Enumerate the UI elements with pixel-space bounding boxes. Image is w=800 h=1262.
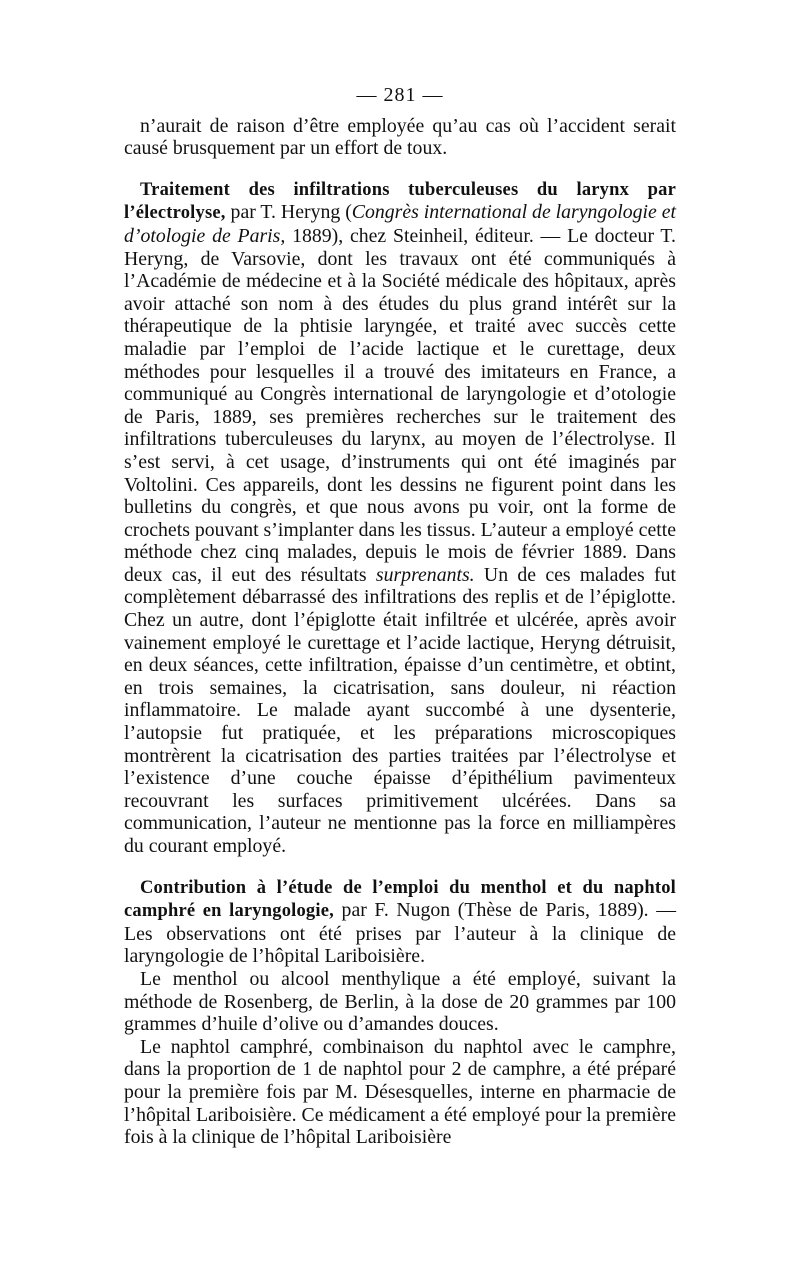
document-page [124, 84, 676, 1149]
page-number: — 281 — [356, 84, 444, 106]
section-body-electrolysis-tail: Un de ces malades fut complètement débarrassé des infiltrations des replis et de l’épiglotte. Chez un autre, dont l’épiglotte était infiltrée et ulcérée, après avoir vainement employé le curettage et l’acide lactique, Heryng détruisit, en deux séances, cette infiltration, épaisse d’un centimètre, et obtint, en trois semaines, la cicatrisation, sans douleur, ni réaction inflammatoire. Le malade ayant succombé à une dysenterie, l’autopsie fut pratiquée, et les préparations microscopiques montrèrent la cicatrisation des parties traitées par l’électrolyse et l’existence d’une couche épaisse d’épithélium pavimenteux recouvrant les surfaces primitivement ulcérées. Dans sa communication, l’auteur ne mentionne pas la force en milliampères du courant employé. [124, 563, 676, 857]
section-author-electrolysis: par T. Heryng ( [225, 201, 352, 224]
paragraph-continuation: n’aurait de raison d’être employée qu’au cas où l’accident serait causé brusquement par un effort de toux. [124, 114, 676, 160]
section-electrolysis [124, 178, 676, 858]
section-intro-menthol: par F. Nugon (Thèse de Paris, 1889). — Les observations ont été prises par l’auteur à la clinique de laryngologie de l’hôpital Lariboisière. [124, 899, 676, 968]
section-spacer [124, 858, 676, 876]
section-source-electrolysis: Congrès international de laryngologie et d’otologie de Paris, [124, 201, 676, 247]
emphasis-surprenants: surprenants. [375, 563, 475, 586]
section-spacer [124, 160, 676, 178]
section-title-menthol: Contribution à l’étude de l’emploi du menthol et du naphtol camphré en laryngologie, [124, 877, 676, 922]
section-body-electrolysis: 1889), chez Steinheil, éditeur. — Le docteur T. Heryng, de Varsovie, dont les travaux ont été communiqués à l’Académie de médecine et à la Société médicale des hôpitaux, après avoir attaché son nom à des études du plus grand intérêt sur la thérapeutique de la phtisie laryngée, et traité avec succès cette maladie par l’emploi de l’acide lactique et le curettage, deux méthodes pour lesquelles il a trouvé des imitateurs en France, a communiqué au Congrès international de laryngologie et d’otologie de Paris, 1889, ses premières recherches sur le traitement des infiltrations tuberculeuses du larynx, au moyen de l’électrolyse. Il s’est servi, à cet usage, d’instruments qui ont été imaginés par Voltolini. Ces appareils, dont les dessins ne figurent point dans les bulletins du congrès, et que nous avons pu voir, ont la forme de crochets pouvant s’implanter dans les tissus. L’auteur a employé cette méthode chez cinq malades, depuis le mois de février 1889. Dans deux cas, il eut des résultats [124, 224, 676, 586]
paragraph-naphtol: Le naphtol camphré, combinaison du naphtol avec le camphre, dans la proportion de 1 de naphtol pour 2 de camphre, a été préparé pour la première fois par M. Désesquelles, interne en pharmacie de l’hôpital Lariboisière. Ce médicament a été employé pour la première fois à la clinique de l’hôpital Lariboisière [124, 1035, 676, 1149]
paragraph-menthol-dose: Le menthol ou alcool menthylique a été employé, suivant la méthode de Rosenberg, de Berlin, à la dose de 20 grammes par 100 grammes d’huile d’olive ou d’amandes douces. [124, 967, 676, 1036]
section-title-electrolysis: Traitement des infiltrations tuberculeuses du larynx par l’électrolyse, [124, 179, 676, 224]
section-menthol [124, 876, 676, 968]
